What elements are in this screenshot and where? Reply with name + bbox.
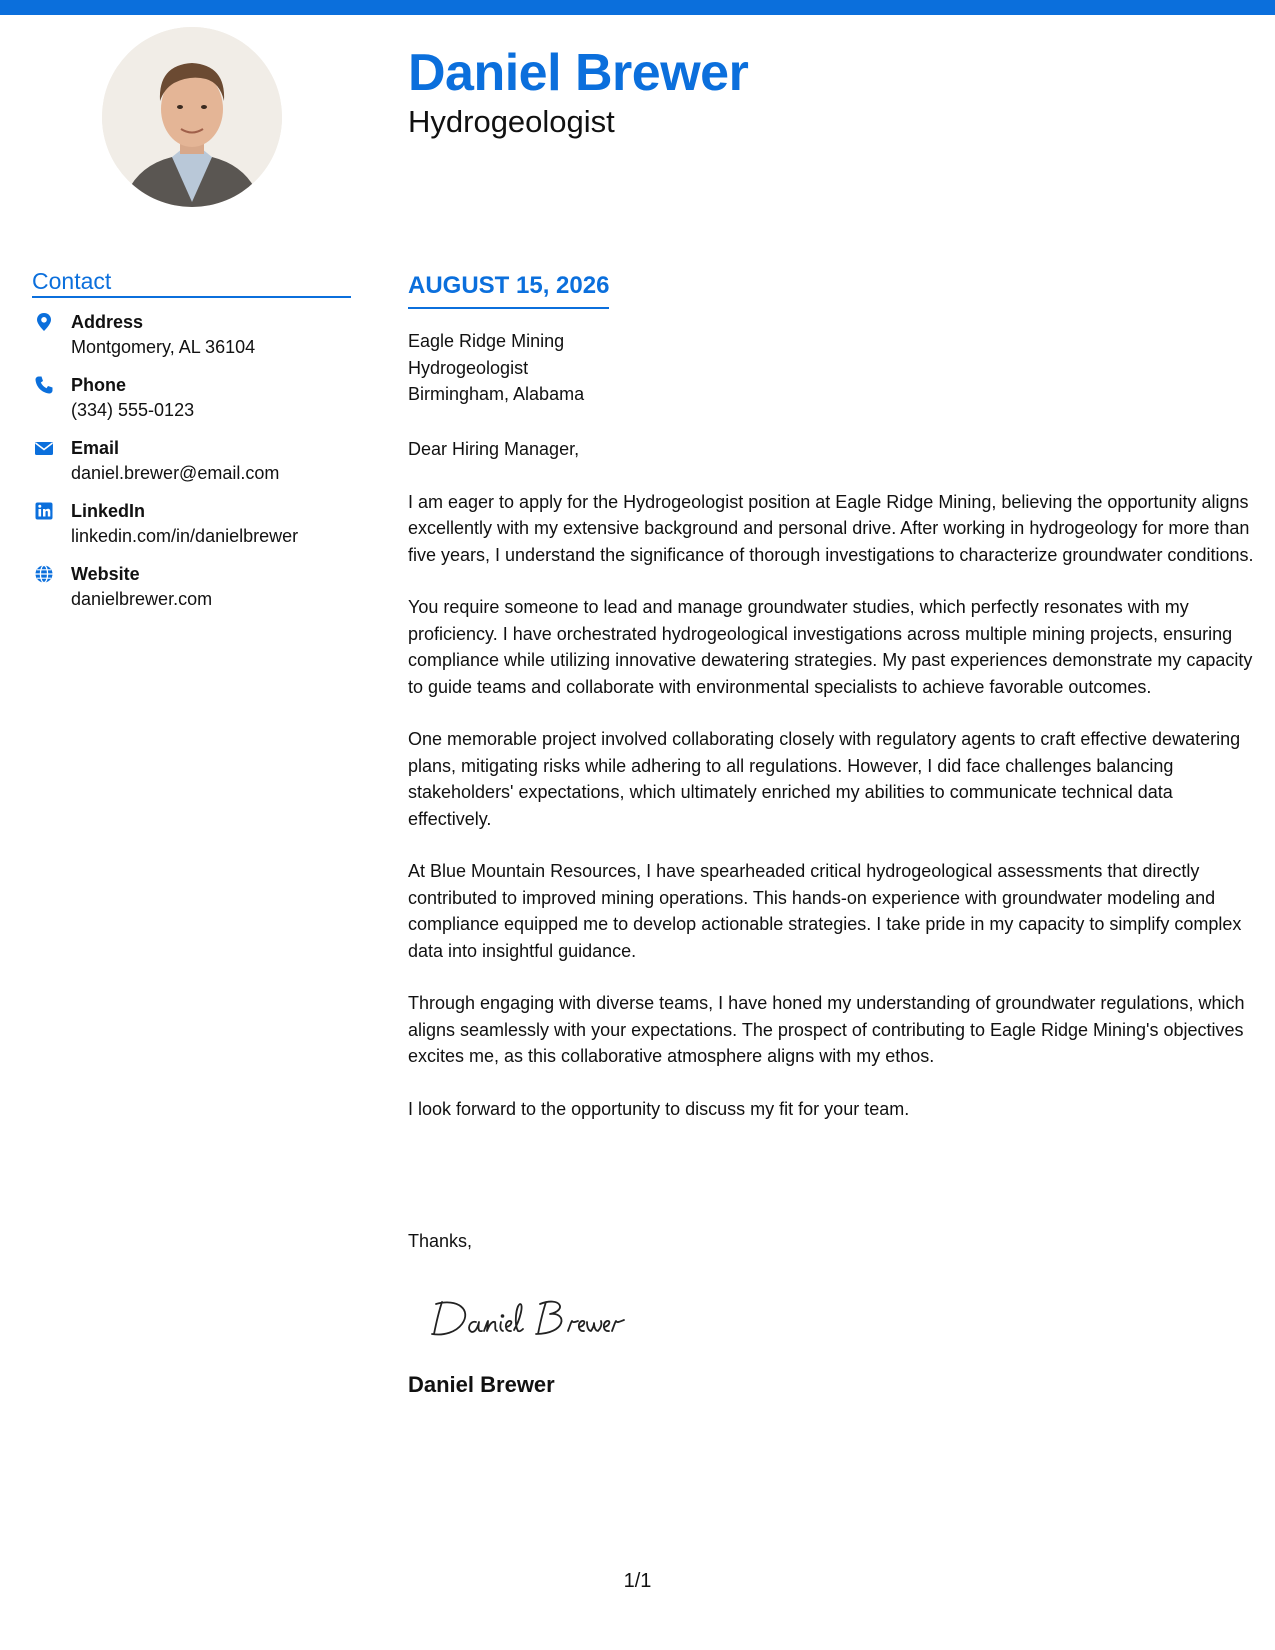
closing: Thanks, <box>408 1231 473 1251</box>
paragraph: I look forward to the opportunity to discuss my fit for your team. <box>408 1098 910 1119</box>
greeting: Dear Hiring Manager, <box>408 439 580 459</box>
contact-value: Montgomery, AL 36104 <box>71 337 256 357</box>
paragraph: Through engaging with diverse teams, I have honed my understanding of groundwater regulations, which aligns seamlessly with your expectations. The prospect of contributing to Eagle Ridge Mining's objectives excites me, as this collaborative atmosphere aligns with my ethos. <box>408 993 1245 1066</box>
contact-heading: Contact <box>32 266 351 298</box>
contact-value: (334) 555-0123 <box>71 400 195 420</box>
recipient-block <box>408 328 584 408</box>
contact-value: daniel.brewer@email.com <box>71 463 280 483</box>
contact-label: Email <box>71 438 120 458</box>
contact-label: Phone <box>71 375 127 395</box>
contact-website <box>32 562 362 625</box>
location-pin-icon <box>34 312 54 332</box>
recipient-location: Birmingham, Alabama <box>408 384 585 404</box>
candidate-role: Hydrogeologist <box>408 104 615 139</box>
contact-phone <box>32 373 362 436</box>
contact-email <box>32 436 362 499</box>
contact-linkedin <box>32 499 362 562</box>
paragraph: I am eager to apply for the Hydrogeologist position at Eagle Ridge Mining, believing the opportunity aligns excellently with my extensive background and personal drive. After working in hydrogeology for more than five years, I understand the significance of thorough investigations to characterize groundwater conditions. <box>408 491 1254 565</box>
recipient-company: Eagle Ridge Mining <box>408 331 565 351</box>
contact-value: linkedin.com/in/danielbrewer <box>71 526 299 546</box>
recipient-position: Hydrogeologist <box>408 357 529 378</box>
contact-address <box>32 310 362 373</box>
contact-value: danielbrewer.com <box>71 589 213 609</box>
profile-photo <box>102 27 282 207</box>
linkedin-icon <box>34 501 54 521</box>
signer-name: Daniel Brewer <box>408 1372 555 1397</box>
contact-label: LinkedIn <box>71 501 146 521</box>
candidate-name: Daniel Brewer <box>408 44 749 102</box>
avatar <box>102 27 282 207</box>
globe-icon <box>34 564 54 584</box>
paragraph: You require someone to lead and manage groundwater studies, which perfectly resonates with my proficiency. I have orchestrated hydrogeological investigations across multiple mining projects, ensuring compliance while utilizing innovative dewatering strategies. My past experiences demonstrate my capacity to guide teams and collaborate with environmental specialists to achieve favorable outcomes. <box>408 597 1253 697</box>
top-accent-bar <box>0 0 1275 15</box>
letter-date: AUGUST 15, 2026 <box>408 271 609 309</box>
contact-label: Website <box>71 564 140 584</box>
paragraph: One memorable project involved collaborating closely with regulatory agents to craft effective dewatering plans, mitigating risks while adhering to all regulations. However, I did face challenges balancing stakeholders' expectations, which ultimately enriched my abilities to communicate technical data effectively. <box>408 729 1241 829</box>
phone-icon <box>34 375 54 395</box>
contact-list <box>32 310 362 625</box>
page-number: 1/1 <box>623 1570 652 1592</box>
email-icon <box>34 438 54 458</box>
handwritten-signature <box>428 1284 658 1344</box>
letter-body <box>408 436 1258 1148</box>
contact-label: Address <box>71 312 144 332</box>
paragraph: At Blue Mountain Resources, I have spearheaded critical hydrogeological assessments that directly contributed to improved mining operations. This hands-on experience with groundwater modeling and compliance equipped me to develop actionable strategies. I take pride in my capacity to simplify complex data into insightful guidance. <box>408 861 1242 961</box>
